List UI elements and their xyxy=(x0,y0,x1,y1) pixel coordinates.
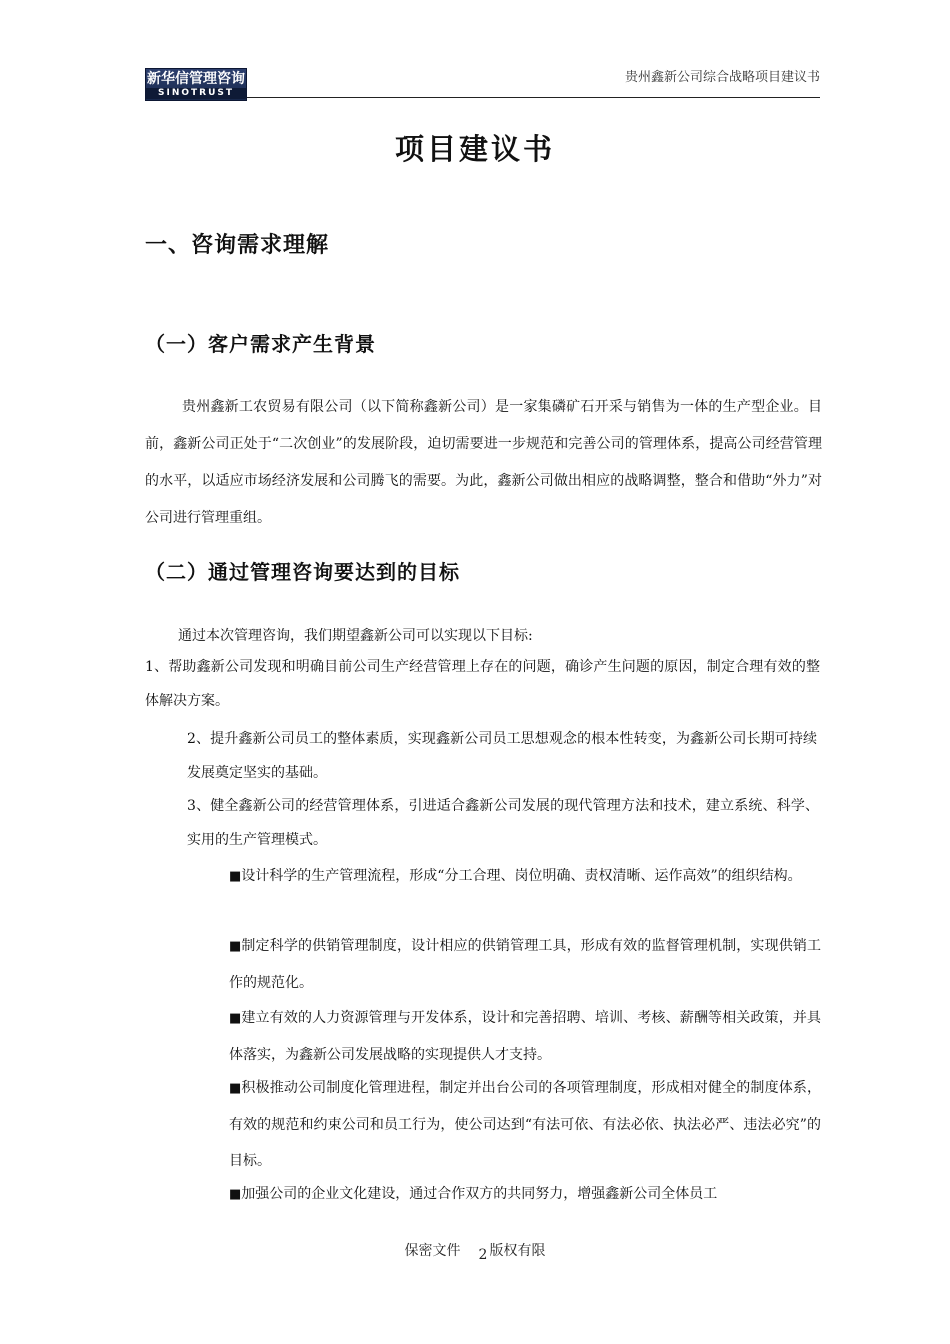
bullet-item-1 xyxy=(229,858,821,895)
square-bullet-icon: ■ xyxy=(229,1081,242,1096)
page-number: 2 xyxy=(478,1247,488,1263)
bullet-item-4 xyxy=(229,1070,821,1179)
company-logo xyxy=(145,68,247,101)
square-bullet-icon: ■ xyxy=(229,869,242,884)
square-bullet-icon: ■ xyxy=(229,1011,242,1026)
goal-item-2: 2、提升鑫新公司员工的整体素质，实现鑫新公司员工思想观念的根本性转变，为鑫新公司长期可持续发展奠定坚实的基础。 xyxy=(187,731,817,781)
bullet-text: 建立有效的人力资源管理与开发体系，设计和完善招聘、培训、考核、薪酬等相关政策，并具体落实，为鑫新公司发展战略的实现提供人才支持。 xyxy=(229,1010,821,1063)
section-heading-consulting-needs: 一、咨询需求理解 xyxy=(145,233,330,258)
document-title: 项目建议书 xyxy=(394,132,555,166)
goal-item-1: 1、帮助鑫新公司发现和明确目前公司生产经营管理上存在的问题，确诊产生问题的原因，制定合理有效的整体解决方案。 xyxy=(145,659,820,709)
footer-confidential: 保密文件 xyxy=(404,1243,461,1259)
logo-english-text: SINOTRUST xyxy=(146,88,246,99)
logo-chinese-text: 新华信管理咨询 xyxy=(147,71,245,87)
goals-intro: 通过本次管理咨询，我们期望鑫新公司可以实现以下目标: xyxy=(178,628,533,644)
subsection-heading-background: （一）客户需求产生背景 xyxy=(145,332,376,356)
bullet-item-2 xyxy=(229,928,821,1001)
square-bullet-icon: ■ xyxy=(229,939,242,954)
subsection-heading-goals: （二）通过管理咨询要达到的目标 xyxy=(145,560,460,584)
bullet-text: 积极推动公司制度化管理进程，制定并出台公司的各项管理制度，形成相对健全的制度体系，有效的规范和约束公司和员工行为，使公司达到“有法可依、有法必依、执法必严、违法必究”的目标。 xyxy=(229,1080,821,1169)
page-footer xyxy=(0,1240,950,1263)
bullet-text: 加强公司的企业文化建设，通过合作双方的共同努力，增强鑫新公司全体员工 xyxy=(241,1186,718,1202)
footer-copyright: 版权有限 xyxy=(489,1243,546,1259)
background-paragraph: 贵州鑫新工农贸易有限公司（以下简称鑫新公司）是一家集磷矿石开采与销售为一体的生产型企业。目前，鑫新公司正处于“二次创业”的发展阶段，迫切需要进一步规范和完善公司的管理体系，提高公司经营管理的水平，以适应市场经济发展和公司腾飞的需要。为此，鑫新公司做出相应的战略调整，整合和借助“外力”对公司进行管理重组。 xyxy=(145,399,822,526)
header-divider xyxy=(247,97,820,98)
square-bullet-icon: ■ xyxy=(229,1187,242,1202)
bullet-item-5 xyxy=(229,1176,821,1213)
bullet-item-3 xyxy=(229,1000,821,1073)
bullet-text: 设计科学的生产管理流程，形成“分工合理、岗位明确、责权清晰、运作高效”的组织结构。 xyxy=(241,868,802,884)
running-header-title: 贵州鑫新公司综合战略项目建议书 xyxy=(624,70,820,85)
goal-item-3: 3、健全鑫新公司的经营管理体系，引进适合鑫新公司发展的现代管理方法和技术，建立系统、科学、实用的生产管理模式。 xyxy=(187,798,819,848)
bullet-text: 制定科学的供销管理制度，设计相应的供销管理工具，形成有效的监督管理机制，实现供销工作的规范化。 xyxy=(229,938,821,991)
